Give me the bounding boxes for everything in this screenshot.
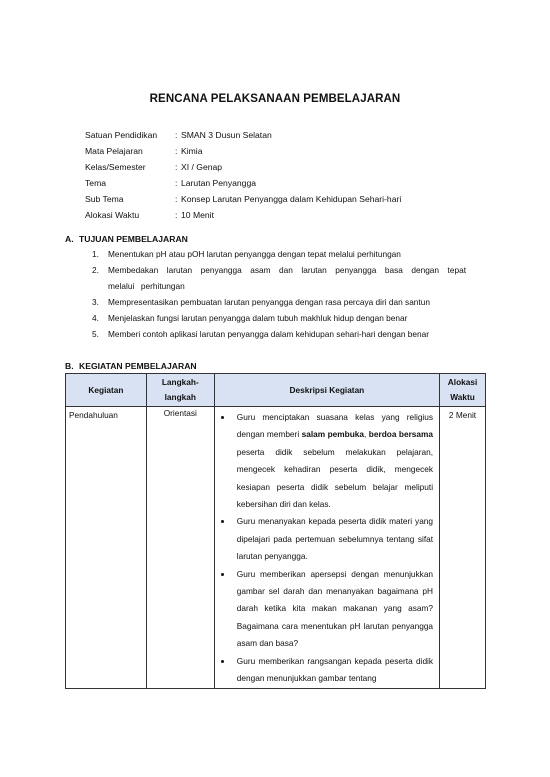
info-value: SMAN 3 Dusun Selatan [181, 130, 272, 140]
header-langkah: Langkah-langkah [146, 374, 214, 407]
activity-table [65, 373, 486, 689]
bullet-text: Guru menciptakan suasana kelas yang religius dengan memberi [236, 412, 434, 440]
info-separator: : [175, 146, 178, 157]
header-deskripsi: Deskripsi Kegiatan [214, 374, 439, 407]
section-title: KEGIATAN PEMBELAJARAN [79, 361, 197, 371]
table-row [66, 407, 486, 689]
info-label: Alokasi Waktu [85, 210, 140, 221]
list-number: 3. [92, 297, 99, 307]
cell-langkah: Orientasi [146, 407, 214, 689]
bullet-item [215, 566, 433, 653]
list-item [92, 326, 466, 342]
section-number: A. [65, 234, 74, 244]
table-header-row [66, 374, 486, 407]
list-item [92, 262, 466, 294]
bullet-bold-text: salam pembuka [301, 429, 365, 440]
bullet-item [215, 513, 433, 565]
info-row-tema [85, 175, 401, 191]
bullet-text: peserta didik sebelum melakukan pelajaran, mengecek kehadiran peserta didik, mengecek kesiapan peserta didik sebelum belajar meliputi kebersihan diri dan kelas. [236, 446, 434, 510]
document-title: RENCANA PELAKSANAAN PEMBELAJARAN [149, 93, 401, 105]
cell-kegiatan: Pendahuluan [66, 407, 147, 689]
bullet-text: , [364, 429, 369, 440]
list-text: Menjelaskan fungsi larutan penyangga dalam tubuh makhluk hidup dengan benar [108, 313, 408, 323]
info-label: Tema [85, 178, 107, 189]
bullet-list [215, 409, 433, 688]
section-heading-tujuan [65, 234, 188, 244]
info-row-kelas [85, 159, 401, 175]
bullet-bold-text: berdoa bersama [368, 429, 434, 440]
list-item [92, 310, 466, 326]
bullet-icon [221, 520, 224, 523]
bullet-icon [221, 573, 224, 576]
bullet-text: Guru memberikan rangsangan kepada peserta didik dengan menunjukkan gambar tentang [236, 655, 434, 684]
info-row-alokasi [85, 207, 401, 223]
list-text: Memberi contoh aplikasi larutan penyangga dalam kehidupan sehari-hari dengan benar [108, 329, 430, 339]
cell-alokasi: 2 Menit [440, 407, 486, 689]
header-kegiatan: Kegiatan [66, 374, 147, 407]
list-number: 5. [92, 329, 99, 339]
info-separator: : [175, 210, 178, 221]
info-label: Mata Pelajaran [85, 146, 143, 157]
bullet-text: Guru memberikan apersepsi dengan menunjukkan gambar sel darah dan menanyakan bagaimana pH darah ketika kita makan makanan yang asam? Bagaimana cara menentukan pH larutan penyangga asam dan basa? [236, 568, 434, 649]
info-value: 10 Menit [181, 210, 214, 221]
list-text: Mempresentasikan pembuatan larutan penyangga dengan rasa percaya diri dan santun [108, 297, 430, 307]
bullet-text: Guru menanyakan kepada peserta didik materi yang dipelajari pada pertemuan sebelumnya tentang sifat larutan penyangga. [236, 516, 434, 562]
section-title: TUJUAN PEMBELAJARAN [79, 234, 188, 244]
info-block [85, 127, 401, 224]
info-row-subtema [85, 191, 401, 207]
info-separator: : [175, 178, 178, 189]
info-value: Larutan Penyangga [181, 178, 257, 189]
list-item [92, 246, 466, 262]
bullet-icon [221, 416, 224, 419]
info-label: Kelas/Semester [85, 162, 146, 173]
list-number: 4. [92, 313, 99, 323]
info-separator: : [175, 130, 178, 140]
list-text: Menentukan pH atau pOH larutan penyangga dengan tepat melalui perhitungan [108, 249, 401, 259]
list-text: Membedakan larutan penyangga asam dan larutan penyangga basa dengan tepat melalui perhitungan [108, 265, 466, 291]
bullet-item [215, 409, 433, 513]
info-row-satuan [85, 127, 401, 143]
info-row-mapel [85, 143, 401, 159]
cell-deskripsi [214, 407, 439, 689]
list-number: 2. [92, 265, 99, 275]
info-value: XI / Genap [181, 162, 223, 173]
info-label: Satuan Pendidikan [85, 130, 158, 140]
objective-list [92, 246, 466, 342]
info-label: Sub Tema [85, 194, 124, 205]
list-number: 1. [92, 249, 99, 259]
info-separator: : [175, 162, 178, 173]
info-value: Konsep Larutan Penyangga dalam Kehidupan Sehari-hari [181, 194, 402, 205]
info-separator: : [175, 194, 178, 205]
bullet-icon [221, 660, 224, 663]
info-value: Kimia [181, 146, 203, 157]
bullet-item [215, 653, 433, 688]
section-heading-kegiatan [65, 361, 197, 371]
section-number: B. [65, 361, 74, 371]
header-alokasi: Alokasi Waktu [440, 374, 486, 407]
list-item [92, 294, 466, 310]
